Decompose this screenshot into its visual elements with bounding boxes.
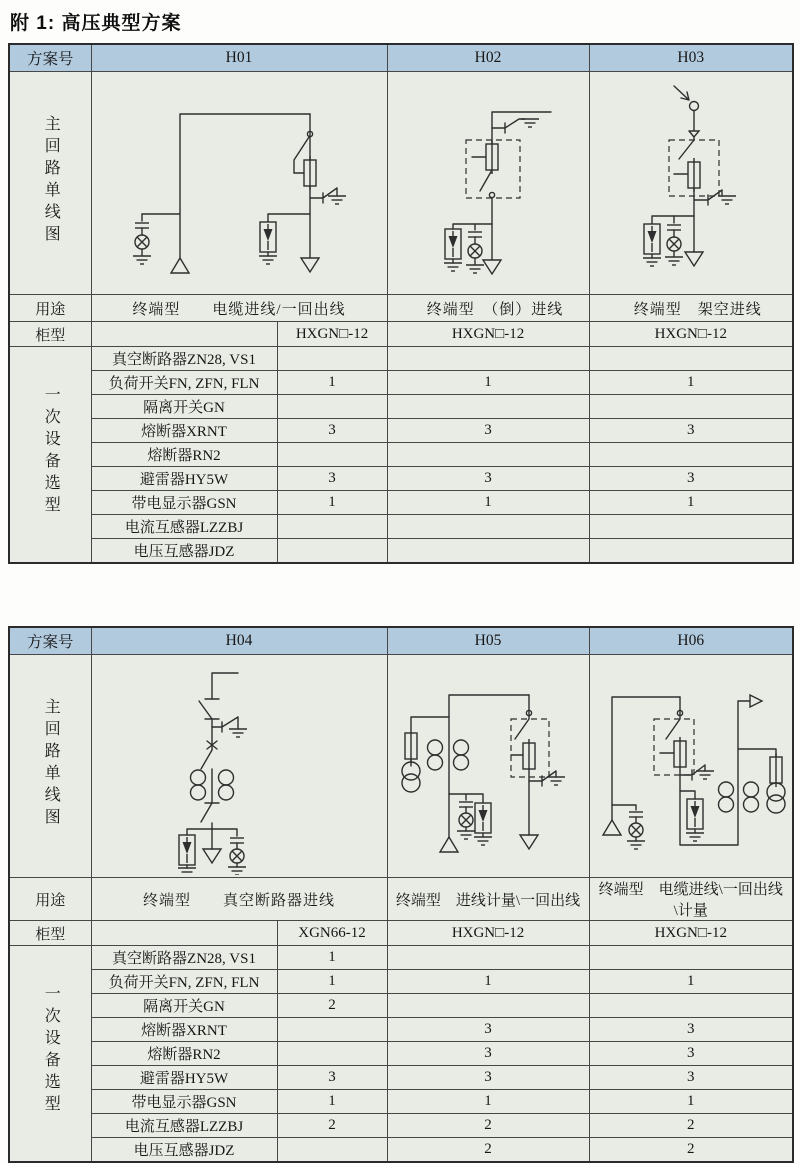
h05-usage: 终端型 进线计量\一回出线 (387, 878, 589, 921)
outgoing-cable-terminal-icon (520, 835, 538, 849)
incoming-cable-terminal-icon (171, 258, 189, 273)
h03-single-line-diagram (590, 74, 793, 292)
ground-icon (228, 867, 246, 875)
equipment-value: 3 (387, 1066, 589, 1090)
table-row (9, 515, 793, 539)
equipment-value: 3 (387, 1018, 589, 1042)
fuse-icon (405, 729, 417, 763)
equipment-value: 1 (387, 491, 589, 515)
ground-icon (665, 257, 683, 265)
h02-cabinet: HXGN□-12 (387, 322, 589, 347)
h06-diagram-cell (589, 655, 793, 878)
ground-icon (627, 841, 645, 849)
table-row (9, 395, 793, 419)
table-row (9, 72, 793, 295)
equipment-value: 3 (589, 1066, 793, 1090)
equipment-value (589, 539, 793, 564)
equipment-value: 1 (387, 970, 589, 994)
equipment-value: 2 (277, 994, 387, 1018)
equipment-value (277, 1018, 387, 1042)
live-display-icon (667, 237, 681, 251)
equipment-value (589, 515, 793, 539)
pt-icon (767, 783, 785, 813)
h05-cabinet: HXGN□-12 (387, 921, 589, 946)
ground-icon (521, 119, 539, 127)
equipment-value (589, 443, 793, 467)
equipment-value: 1 (387, 371, 589, 395)
equipment-name: 熔断器RN2 (91, 443, 277, 467)
arrester-icon (644, 224, 660, 254)
arrester-icon (687, 799, 703, 829)
table-row (9, 322, 793, 347)
equipment-value (589, 946, 793, 970)
cabinet-spacer-cell (91, 921, 277, 946)
cabinet-row-label: 柜型 (9, 322, 91, 347)
equipment-value: 1 (589, 1090, 793, 1114)
live-display-icon (468, 244, 482, 258)
equipment-value (589, 395, 793, 419)
equipment-value: 1 (589, 491, 793, 515)
table-row (9, 467, 793, 491)
table-row (9, 1042, 793, 1066)
equipment-value: 3 (277, 419, 387, 443)
ground-icon (474, 837, 492, 845)
ct-icon (190, 770, 205, 800)
outgoing-cable-terminal-icon (483, 260, 501, 274)
scheme-h02-header: H02 (387, 44, 589, 72)
h03-cabinet: HXGN□-12 (589, 322, 793, 347)
equipment-name: 熔断器XRNT (91, 1018, 277, 1042)
equipment-row-label: 一次设备选型 (9, 347, 91, 564)
equipment-name: 电流互感器LZZBJ (91, 1114, 277, 1138)
h05-single-line-diagram (389, 657, 587, 875)
h01-cabinet: HXGN□-12 (277, 322, 387, 347)
equipment-name: 带电显示器GSN (91, 491, 277, 515)
h01-usage: 终端型 电缆进线/一回出线 (91, 295, 387, 322)
ct-icon (718, 782, 733, 812)
equipment-value (277, 395, 387, 419)
equipment-name: 负荷开关FN, ZFN, FLN (91, 970, 277, 994)
equipment-value (387, 994, 589, 1018)
arrester-icon (445, 229, 461, 259)
table-row (9, 491, 793, 515)
capacitor-icon (459, 802, 473, 807)
table-row (9, 655, 793, 878)
table-row (9, 994, 793, 1018)
fuse-icon (304, 156, 316, 190)
arrester-icon (179, 835, 195, 865)
usage-row-label: 用途 (9, 295, 91, 322)
table-row (9, 1114, 793, 1138)
equipment-value: 1 (277, 1090, 387, 1114)
table-row (9, 44, 793, 72)
table-row (9, 1090, 793, 1114)
fuse-icon (674, 737, 686, 771)
capacitor-icon (629, 812, 643, 817)
table-row (9, 946, 793, 970)
equipment-value: 3 (387, 467, 589, 491)
equipment-value: 2 (277, 1114, 387, 1138)
equipment-value (277, 539, 387, 564)
h02-diagram-cell (387, 72, 589, 295)
ground-icon (457, 831, 475, 839)
ground-icon (229, 729, 247, 737)
equipment-value: 2 (589, 1138, 793, 1163)
ct-icon (743, 782, 758, 812)
table-row (9, 1066, 793, 1090)
equipment-value: 1 (589, 371, 793, 395)
outgoing-cable-terminal-icon (203, 849, 221, 863)
equipment-name: 避雷器HY5W (91, 467, 277, 491)
table-row (9, 970, 793, 994)
ground-icon (328, 196, 346, 204)
equipment-value: 1 (277, 371, 387, 395)
ct-icon (454, 740, 469, 770)
ground-icon (259, 256, 277, 264)
ground-icon (643, 258, 661, 266)
equipment-value (277, 515, 387, 539)
h04-single-line-diagram (92, 657, 388, 875)
h06-cabinet: HXGN□-12 (589, 921, 793, 946)
incoming-cable-terminal-icon (603, 820, 621, 835)
scheme-h03-header: H03 (589, 44, 793, 72)
table-row (9, 1018, 793, 1042)
equipment-name: 电流互感器LZZBJ (91, 515, 277, 539)
h02-usage: 终端型 （倒）进线 (387, 295, 589, 322)
equipment-value: 2 (589, 1114, 793, 1138)
live-display-icon (629, 823, 643, 837)
equipment-value (387, 395, 589, 419)
scheme-h01-header: H01 (91, 44, 387, 72)
equipment-value: 3 (589, 1042, 793, 1066)
ground-icon (444, 263, 462, 271)
live-display-icon (230, 849, 244, 863)
wires (453, 112, 551, 264)
h04-diagram-cell (91, 655, 387, 878)
capacitor-icon (468, 232, 482, 237)
equipment-value (387, 347, 589, 371)
arrester-icon (260, 222, 276, 252)
table-row (9, 878, 793, 921)
h02-single-line-diagram (389, 74, 587, 292)
equipment-value (277, 1042, 387, 1066)
equipment-value: 3 (589, 419, 793, 443)
equipment-value: 1 (277, 946, 387, 970)
table-row (9, 347, 793, 371)
table-row (9, 419, 793, 443)
incoming-cable-terminal-icon (440, 837, 458, 852)
equipment-name: 电压互感器JDZ (91, 539, 277, 564)
outgoing-cable-terminal-icon (301, 258, 319, 272)
equipment-value: 1 (277, 970, 387, 994)
table-row (9, 1138, 793, 1163)
scheme-h06-header: H06 (589, 627, 793, 655)
h05-diagram-cell (387, 655, 589, 878)
equipment-value: 1 (589, 970, 793, 994)
table-row (9, 443, 793, 467)
equipment-value: 2 (387, 1138, 589, 1163)
ground-icon (133, 256, 151, 264)
equipment-value (387, 515, 589, 539)
equipment-value (589, 994, 793, 1018)
equipment-value: 3 (387, 419, 589, 443)
cabinet-spacer-cell (91, 322, 277, 347)
ground-icon (178, 868, 196, 875)
equipment-name: 隔离开关GN (91, 395, 277, 419)
equipment-value: 2 (387, 1114, 589, 1138)
equipment-value (277, 1138, 387, 1163)
fuse-icon (688, 158, 700, 192)
equipment-value (387, 443, 589, 467)
equipment-name: 熔断器XRNT (91, 419, 277, 443)
arrester-icon (475, 803, 491, 833)
equipment-name: 隔离开关GN (91, 994, 277, 1018)
ground-icon (547, 777, 565, 785)
equipment-value (387, 539, 589, 564)
equipment-value (387, 946, 589, 970)
equipment-value: 3 (387, 1042, 589, 1066)
scheme-h04-header: H04 (91, 627, 387, 655)
scheme-table-h01-h03 (8, 43, 794, 564)
capacitor-icon (135, 223, 149, 228)
h03-usage: 终端型 架空进线 (589, 295, 793, 322)
ground-icon (718, 196, 736, 204)
equipment-name: 熔断器RN2 (91, 1042, 277, 1066)
capacitor-icon (230, 838, 244, 843)
ground-icon (686, 833, 704, 841)
equipment-value: 3 (589, 467, 793, 491)
equipment-name: 电压互感器JDZ (91, 1138, 277, 1163)
scheme-h05-header: H05 (387, 627, 589, 655)
h01-diagram-cell (91, 72, 387, 295)
fuse-icon (523, 739, 535, 773)
equipment-row-label: 一次设备选型 (9, 946, 91, 1163)
equipment-name: 带电显示器GSN (91, 1090, 277, 1114)
fuse-icon (486, 140, 498, 174)
table-row (9, 295, 793, 322)
equipment-value (277, 443, 387, 467)
h03-diagram-cell (589, 72, 793, 295)
wires (652, 86, 722, 258)
fuse-icon (770, 753, 782, 787)
ground-icon (466, 265, 484, 273)
scheme-table-h04-h06 (8, 626, 794, 1163)
equipment-value: 3 (277, 467, 387, 491)
cabinet-row-label: 柜型 (9, 921, 91, 946)
diagram-row-label: 主回路单线图 (9, 72, 91, 295)
h06-single-line-diagram (590, 657, 794, 875)
capacitor-icon (667, 225, 681, 230)
live-display-icon (135, 235, 149, 249)
page-title: 附 1: 高压典型方案 (10, 13, 182, 34)
scheme-no-label: 方案号 (9, 627, 91, 655)
usage-row-label: 用途 (9, 878, 91, 921)
outgoing-cable-terminal-icon (685, 252, 703, 266)
table-row (9, 539, 793, 564)
equipment-value: 3 (277, 1066, 387, 1090)
equipment-value: 1 (387, 1090, 589, 1114)
equipment-name: 避雷器HY5W (91, 1066, 277, 1090)
table-row (9, 627, 793, 655)
equipment-name: 真空断路器ZN28, VS1 (91, 347, 277, 371)
h01-single-line-diagram (92, 74, 388, 292)
ground-icon (696, 771, 714, 779)
equipment-value (589, 347, 793, 371)
equipment-value: 1 (277, 491, 387, 515)
equipment-value (277, 347, 387, 371)
h04-usage: 终端型 真空断路器进线 (91, 878, 387, 921)
ct-icon (218, 770, 233, 800)
table-row (9, 921, 793, 946)
table-row (9, 371, 793, 395)
equipment-name: 真空断路器ZN28, VS1 (91, 946, 277, 970)
equipment-value: 3 (589, 1018, 793, 1042)
equipment-name: 负荷开关FN, ZFN, FLN (91, 371, 277, 395)
scheme-no-label: 方案号 (9, 44, 91, 72)
ct-icon (428, 740, 443, 770)
h04-cabinet: XGN66-12 (277, 921, 387, 946)
live-display-icon (459, 813, 473, 827)
diagram-row-label: 主回路单线图 (9, 655, 91, 878)
h06-usage: 终端型 电缆进线\一回出线\计量 (589, 878, 793, 921)
